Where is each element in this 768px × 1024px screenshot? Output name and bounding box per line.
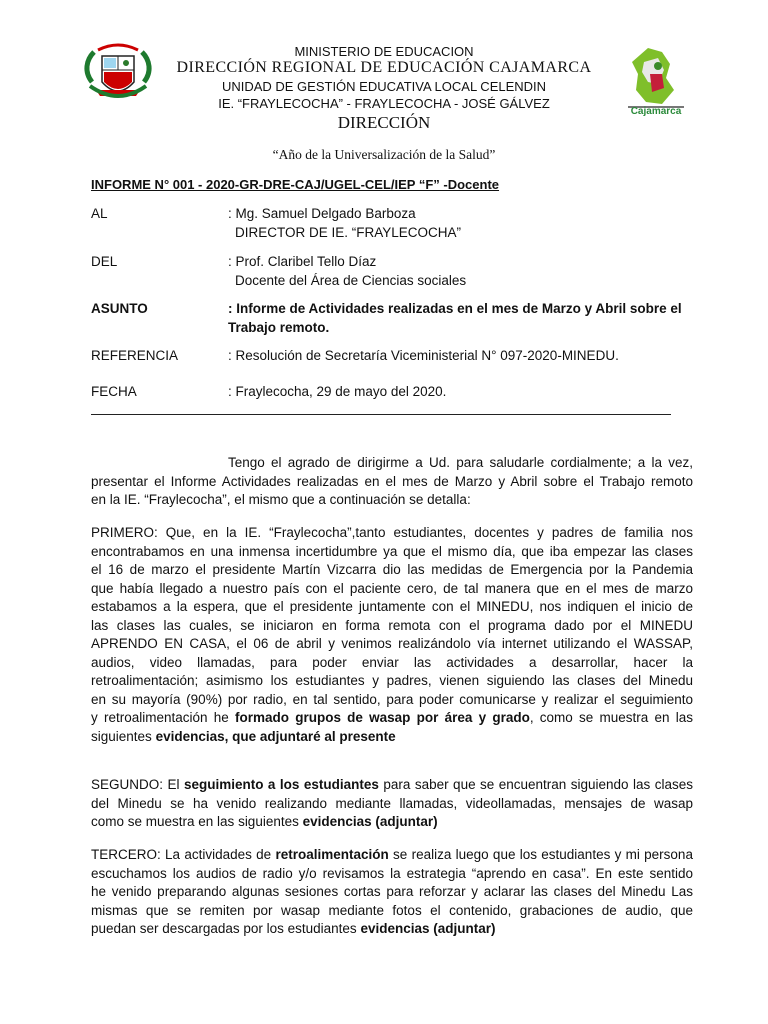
year-motto: “Año de la Universalización de la Salud” (272, 147, 496, 162)
primero-text: , como se muestra en las (529, 710, 693, 725)
primero-line: retroalimentación; asimismo los estudiantes y padres, vienen siguiendo las clases del Minedu (91, 673, 693, 688)
primero-line: estabamos a la espera, que el presidente juntamente con el MINEDU, nos indiquen el inicio de (91, 599, 693, 614)
field-al-value: : Mg. Samuel Delgado Barboza (228, 206, 416, 221)
intro-line: presentar el Informe Actividades realizadas en el mes de Marzo y Abril sobre el Trabajo remoto (91, 473, 693, 489)
ministry-heading: MINISTERIO DE EDUCACION (294, 44, 474, 59)
field-referencia-label: REFERENCIA (91, 348, 179, 363)
primero-line (91, 728, 693, 747)
tercero-label: TERCERO: (91, 847, 161, 862)
intro-line: Tengo el agrado de dirigirme a Ud. para saludarle cordialmente; a la vez, (228, 455, 693, 470)
segundo-bold-text: evidencias (adjuntar) (302, 814, 438, 829)
primero-text: siguientes (91, 728, 152, 744)
primero-line: encontrabamos en una inmensa incertidumbre ya que el mismo día, que iba empezar las clases (91, 543, 693, 559)
primero-line: PRIMERO: Que, en la IE. “Fraylecocha”,tanto estudiantes, docentes y padres de familia nos (91, 525, 693, 540)
tercero-text: La actividades de (165, 847, 272, 862)
primero-line: que había llegado a nuestro país con el paciente cero, de tal manera que en el mes de marzo (91, 580, 693, 596)
tercero-text: puedan ser descargadas por los estudiantes (91, 921, 357, 936)
primero-line: audios, video llamadas, para poder enviar las actividades a desarrollar, hacer la (91, 654, 693, 670)
field-fecha-label: FECHA (91, 384, 137, 399)
tercero-paragraph (91, 846, 693, 939)
logo-caption: Cajamarca (630, 106, 682, 117)
tercero-line: mismas que se remiten por wasap mediante fotos el contenido, grabaciones de audio, que (91, 902, 693, 918)
tercero-line (91, 846, 693, 865)
field-del-value: : Prof. Claribel Tello Díaz (228, 254, 377, 269)
primero-line: en su mayoría (90%) por radio, en tal sentido, para poder comunicarse y realizar el seguimiento (91, 691, 693, 707)
segundo-label: SEGUNDO: (91, 777, 164, 792)
primero-paragraph (91, 524, 693, 746)
field-al-value-2: DIRECTOR DE IE. “FRAYLECOCHA” (235, 225, 462, 240)
primero-line (91, 709, 693, 728)
segundo-line: del Minedu se ha venido realizando mediante llamadas, videollamadas, mensajes de wasap (91, 795, 693, 811)
intro-line: en la IE. “Fraylecocha”, el mismo que a continuación se detalla: (91, 492, 471, 507)
header-divider (91, 414, 671, 415)
field-asunto-value-2: Trabajo remoto. (228, 320, 330, 335)
tercero-text: se realiza luego que los estudiantes y mi persona (393, 847, 693, 862)
office-heading: DIRECCIÓN (337, 113, 431, 132)
primero-text: y retroalimentación he (91, 710, 229, 725)
field-fecha-value: : Fraylecocha, 29 de mayo del 2020. (228, 384, 447, 399)
segundo-text: para saber que se encuentran siguiendo las clases (383, 777, 693, 792)
primero-line: APRENDO EN CASA, el 06 de abril y venimos realizándolo vía internet utilizando el WASSAP, (91, 636, 693, 651)
primero-line: las clases las cuales, se iniciaron en forma remota con el programa dado por el MINEDU (91, 617, 693, 633)
field-referencia-value: : Resolución de Secretaría Viceministerial N° 097-2020-MINEDU. (228, 348, 619, 363)
segundo-line (91, 776, 693, 795)
primero-line: el 16 de marzo el presidente Martín Vizcarra dio las medidas de Emergencia por la Pandemia (91, 562, 693, 577)
primero-bold-text: evidencias, que adjuntaré al presente (155, 728, 396, 744)
field-asunto-value: : Informe de Actividades realizadas en el mes de Marzo y Abril sobre el (228, 301, 682, 316)
field-al-label: AL (91, 206, 108, 221)
ugel-heading: UNIDAD DE GESTIÓN EDUCATIVA LOCAL CELENDIN (221, 79, 547, 94)
regional-direction-heading: DIRECCIÓN REGIONAL DE EDUCACIÓN CAJAMARCA (176, 59, 592, 76)
field-asunto-label: ASUNTO (91, 301, 148, 316)
tercero-line: escuchamos los audios de radio y/o revisamos la estrategia “aprendo en casa”. En este sentido (91, 865, 693, 881)
field-del-value-2: Docente del Área de Ciencias sociales (235, 273, 467, 288)
segundo-line (91, 813, 693, 832)
intro-paragraph (91, 454, 693, 510)
segundo-paragraph (91, 776, 693, 832)
tercero-line (91, 920, 693, 939)
school-heading: IE. “FRAYLECOCHA” - FRAYLECOCHA - JOSÉ GÁLVEZ (218, 96, 550, 111)
tercero-bold-text: retroalimentación (275, 847, 389, 862)
tercero-bold-text: evidencias (adjuntar) (360, 921, 496, 936)
segundo-text: El (167, 777, 180, 792)
report-title: INFORME N° 001 - 2020-GR-DRE-CAJ/UGEL-CEL/IEP “F” -Docente (91, 177, 500, 192)
tercero-line: he venido preparando algunas sesiones cortas para reforzar y aclarar las clases del Minedu Las (91, 884, 693, 899)
field-del-label: DEL (91, 254, 118, 269)
primero-bold-text: formado grupos de wasap por área y grado (234, 710, 530, 725)
segundo-text: como se muestra en las siguientes (91, 814, 299, 829)
segundo-bold-text: seguimiento a los estudiantes (183, 777, 379, 792)
